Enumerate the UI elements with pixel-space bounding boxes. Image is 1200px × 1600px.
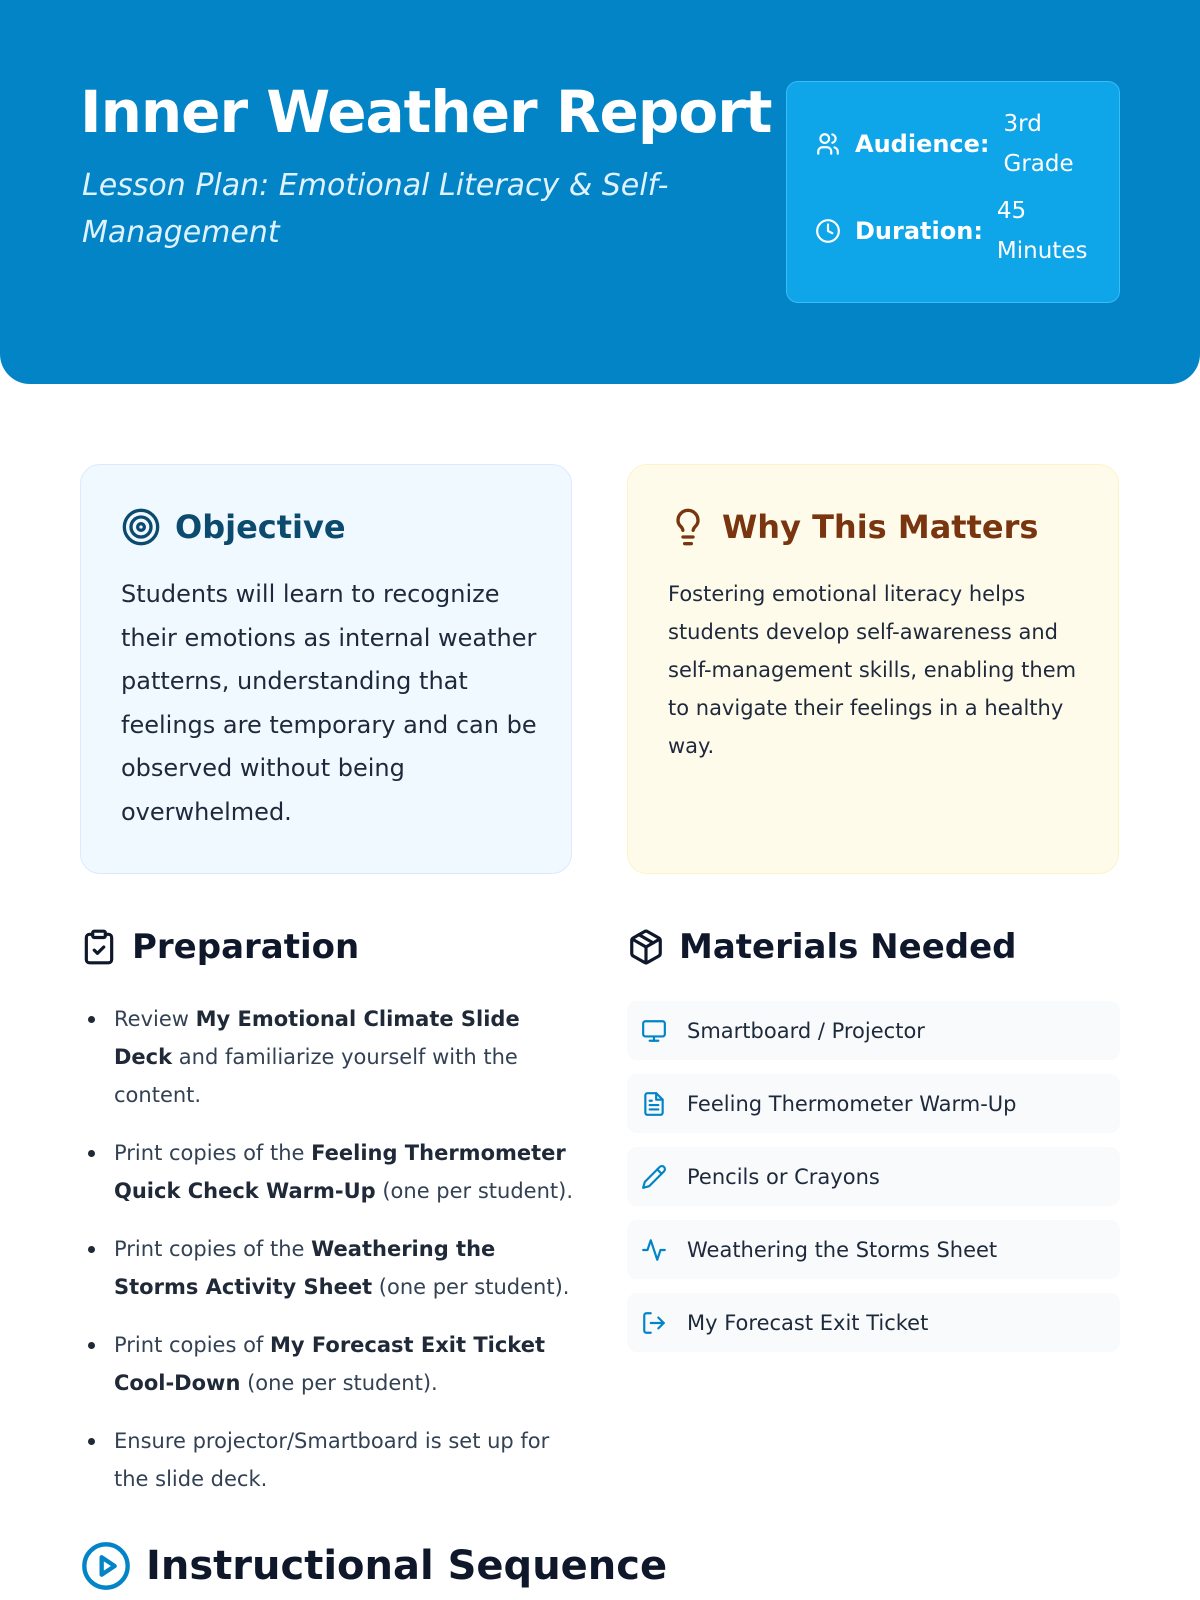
users-icon	[815, 131, 841, 157]
lightbulb-icon	[668, 507, 708, 547]
list-item: Print copies of the Weathering the Storms Activity Sheet (one per student).	[86, 1230, 576, 1306]
audience-row	[815, 104, 1104, 184]
exit-icon	[641, 1310, 667, 1336]
objective-header	[121, 507, 346, 547]
pencil-icon	[641, 1164, 667, 1190]
clipboard-check-icon	[80, 928, 118, 966]
monitor-icon	[641, 1018, 667, 1044]
lesson-meta-card	[786, 81, 1120, 303]
materials-list	[627, 1001, 1120, 1366]
duration-row	[815, 191, 1097, 271]
document-icon	[641, 1091, 667, 1117]
page-subtitle: Lesson Plan: Emotional Literacy & Self-Management	[82, 168, 669, 250]
objective-title: Objective	[175, 508, 346, 546]
why-header	[668, 507, 1038, 547]
list-item	[627, 1001, 1120, 1060]
clock-icon	[815, 218, 841, 244]
sequence-header	[80, 1540, 667, 1592]
preparation-header	[80, 927, 359, 967]
why-text: Fostering emotional literacy helps students develop self-awareness and self-management skills, enabling them to navigate their feelings in a healthy way.	[668, 582, 1077, 758]
hero-header	[0, 0, 1200, 384]
package-icon	[627, 928, 665, 966]
activity-icon	[641, 1237, 667, 1263]
material-label: Weathering the Storms Sheet	[687, 1237, 998, 1262]
audience-label: Audience:	[855, 130, 990, 158]
material-label: Feeling Thermometer Warm-Up	[687, 1091, 1017, 1116]
page-title: Inner Weather Report	[80, 78, 772, 146]
material-label: Smartboard / Projector	[687, 1018, 925, 1043]
duration-value: 45 Minutes	[996, 198, 1088, 264]
list-item: Ensure projector/Smartboard is set up for the slide deck.	[86, 1422, 576, 1498]
objective-card	[80, 464, 572, 874]
target-icon	[121, 507, 161, 547]
duration-label: Duration:	[855, 217, 983, 245]
why-card	[627, 464, 1119, 874]
material-label: Pencils or Crayons	[687, 1164, 880, 1189]
list-item	[627, 1147, 1120, 1206]
sequence-title: Instructional Sequence	[146, 1543, 668, 1589]
material-label: My Forecast Exit Ticket	[687, 1310, 929, 1335]
play-circle-icon	[80, 1540, 132, 1592]
materials-title: Materials Needed	[679, 927, 1017, 967]
list-item: Review My Emotional Climate Slide Deck and familiarize yourself with the content.	[86, 1000, 576, 1114]
audience-value: 3rd Grade	[1003, 111, 1074, 177]
list-item	[627, 1220, 1120, 1279]
preparation-list	[86, 1000, 576, 1518]
materials-header	[627, 927, 1017, 967]
preparation-title: Preparation	[132, 927, 360, 967]
list-item	[627, 1074, 1120, 1133]
list-item: Print copies of the Feeling Thermometer Quick Check Warm-Up (one per student).	[86, 1134, 576, 1210]
why-title: Why This Matters	[722, 508, 1039, 546]
list-item	[627, 1293, 1120, 1352]
list-item: Print copies of My Forecast Exit Ticket Cool-Down (one per student).	[86, 1326, 576, 1402]
objective-text: Students will learn to recognize their emotions as internal weather patterns, understanding that feelings are temporary and can be observed without being overwhelmed.	[121, 580, 537, 826]
